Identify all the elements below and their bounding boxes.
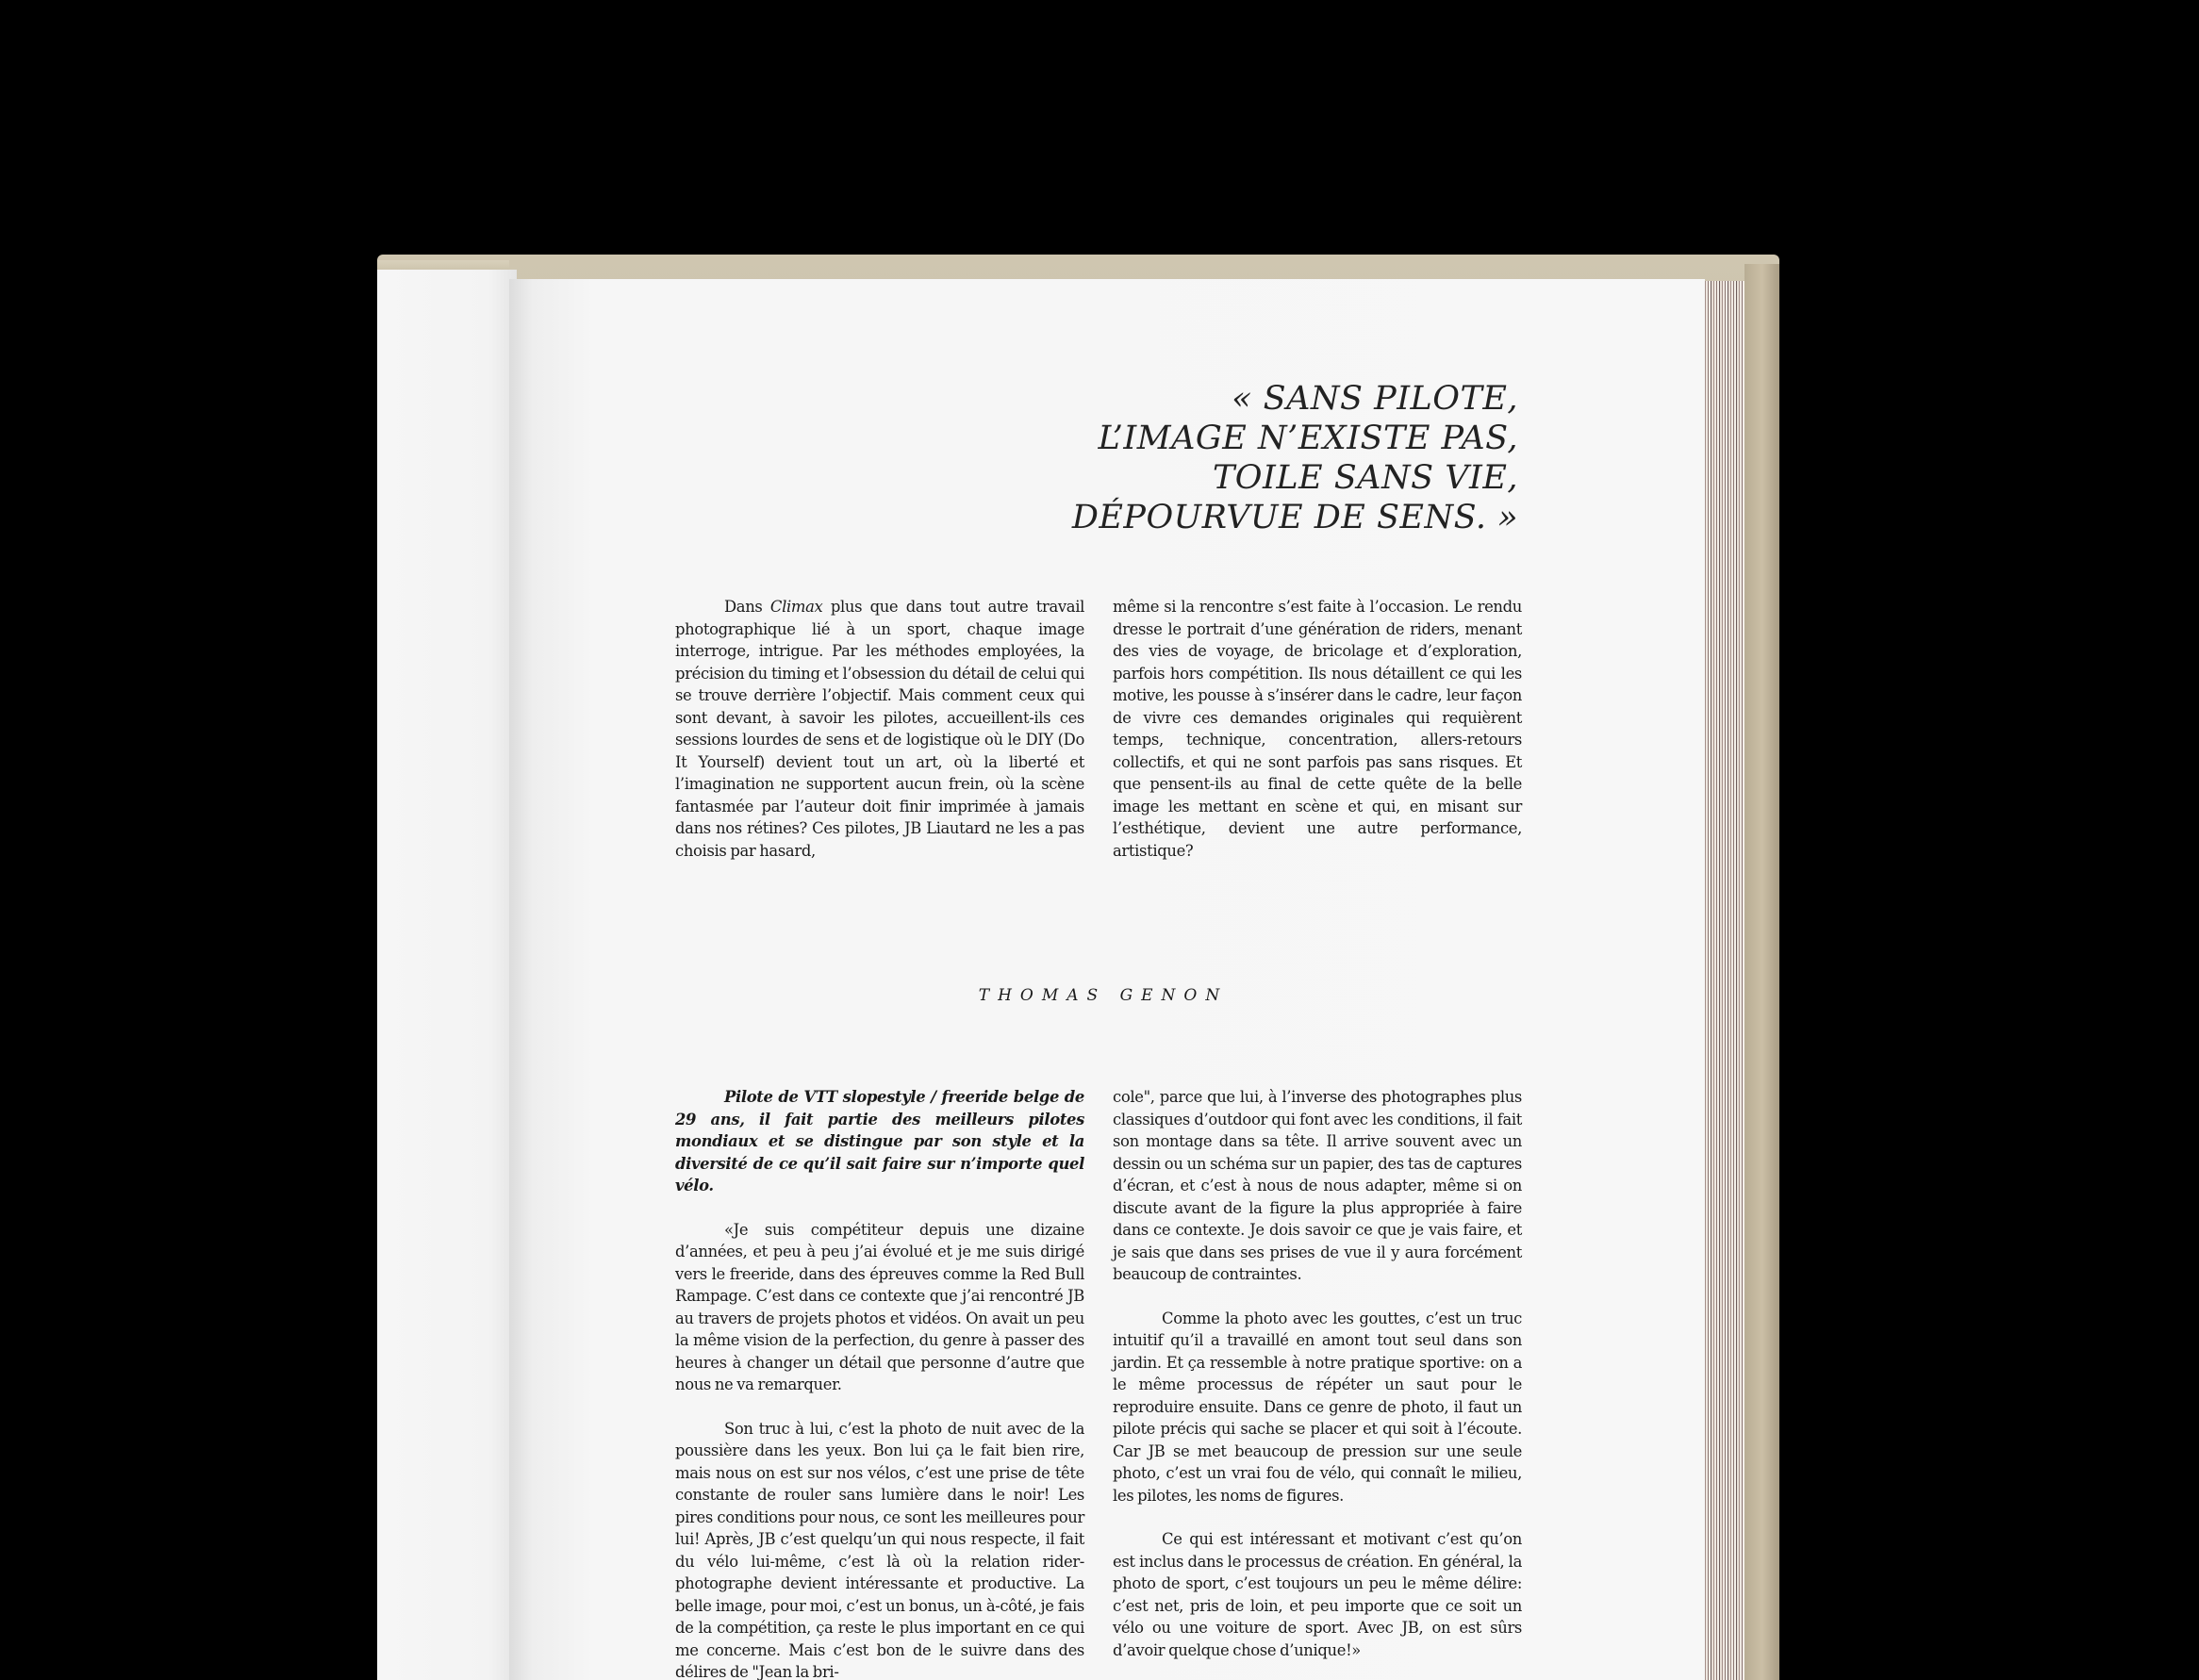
body-paragraph: Son truc à lui, c’est la photo de nuit avec de la poussière dans les yeux. Bon lui ça le fait bien rire, mais nous on est sur nos vélos, c’est une prise de tête constante de rouler sans lumière dans le noir! Les pires conditions pour nous, ce sont les meilleures pour lui! Après, JB c’est quelqu’un qui nous respecte, il fait du vélo lui-même, c’est là où la relation rider-photographe devient intéressante et productive. La belle image, pour moi, c’est un bonus, un à-côté, je fais de la compétition, ça reste le plus important en ce qui me concerne. Mais c’est bon de le suivre dans des délires de "Jean la bri- xyxy=(675,1419,1084,1680)
body-paragraph: «Je suis compétiteur depuis une dizaine d’années, et peu à peu j’ai évolué et je me suis dirigé vers le freeride, dans des épreuves comme la Red Bull Rampage. C’est dans ce contexte que j’ai rencontré JB au travers de projets photos et vidéos. On avait un peu la même vision de la perfection, du genre à passer des heures à changer un détail que personne d’autre que nous ne va remarquer. xyxy=(675,1220,1084,1393)
pull-quote-line: TOILE SANS VIE, xyxy=(1212,459,1518,497)
cover-edge xyxy=(1744,264,1779,1680)
body-paragraph: cole", parce que lui, à l’inverse des photographes plus classiques d’outdoor qui font avec les conditions, il fait son montage dans sa tête. Il arrive souvent avec un dessin ou un schéma sur un papier, des tas de captures d’écran, et c’est à nous de nous adapter, même si on discute avant de la figure la plus appropriée à faire dans ce contexte. Je dois savoir ce que je vais faire, et je sais que dans ses prises de vue il y aura forcément beaucoup de contraintes. xyxy=(1113,1088,1522,1283)
intro-text: Dans xyxy=(724,598,770,616)
intro-paragraph: même si la rencontre s’est faite à l’occasion. Le rendu dresse le portrait d’une génération de riders, menant des vies de voyage, de bricolage et d’exploration, parfois hors compétition. Ils nous détaillent ce qui les motive, les pousse à s’insérer dans le cadre, leur façon de vivre ces demandes originales qui requièrent temps, technique, concentration, allers-retours collectifs, et qui ne sont parfois pas sans risques. Et que pensent-ils au final de cette quête de la belle image les mettant en scène et qui, en misant sur l’esthétique, devient une autre performance, artistique? xyxy=(1113,598,1522,860)
intro-text: plus que dans tout autre travail photographique lié à un sport, chaque image interroge, intrigue. Par les méthodes employées, la précision du timing et l’obsession du détail de celui qui se trouve derrière l’objectif. Mais comment ceux qui sont devant, à savoir les pilotes, accueillent-ils ces sessions lourdes de sens et de logistique où le DIY (Do It Yourself) devient tout un art, où la liberté et l’imagination ne supportent aucun frein, où la scène fantasmée par l’auteur doit finir imprimée à jamais dans nos rétines? Ces pilotes, JB Liautard ne les a pas choisis par hasard, xyxy=(675,598,1084,860)
body-column-left xyxy=(675,1086,1084,1680)
intro-column-right xyxy=(1113,596,1522,883)
body-paragraph: Ce qui est intéressant et motivant c’est qu’on est inclus dans le processus de création. En général, la photo de sport, c’est toujours un peu le même délire: c’est net, pris de loin, et peu importe que ce soit un vélo ou une voiture de sport. Avec JB, on est sûrs d’avoir quelque chose d’unique!» xyxy=(1113,1530,1522,1659)
intro-column-left xyxy=(675,596,1084,883)
pull-quote-line: L’IMAGE N’EXISTE PAS, xyxy=(1098,420,1518,457)
pull-quote xyxy=(952,379,1518,537)
author-name: THOMAS GENON xyxy=(978,986,1229,1005)
body-paragraph: Comme la photo avec les gouttes, c’est un truc intuitif qu’il a travaillé en amont tout seul dans son jardin. Et ça ressemble à notre pratique sportive: on a le même processus de répéter un saut pour le reproduire ensuite. Dans ce genre de photo, il faut un pilote précis qui sache se placer et qui soit à l’écoute. Car JB se met beaucoup de pression sur une seule photo, c’est un vrai fou de vélo, qui connaît le milieu, les pilotes, les noms de figures. xyxy=(1113,1309,1522,1505)
pull-quote-line: DÉPOURVUE DE SENS. » xyxy=(1071,499,1518,536)
left-page xyxy=(377,270,517,1680)
book-title: Climax xyxy=(769,598,823,616)
body-column-right xyxy=(1113,1086,1522,1680)
intro-paragraph xyxy=(675,596,1084,862)
lead-paragraph: Pilote de VTT slopestyle / freeride belge de 29 ans, il fait partie des meilleurs pilotes mondiaux et se distingue par son style et la diversité de ce qu’il sait faire sur n’importe quel vélo. xyxy=(675,1088,1084,1194)
pull-quote-line: « SANS PILOTE, xyxy=(1232,380,1518,418)
